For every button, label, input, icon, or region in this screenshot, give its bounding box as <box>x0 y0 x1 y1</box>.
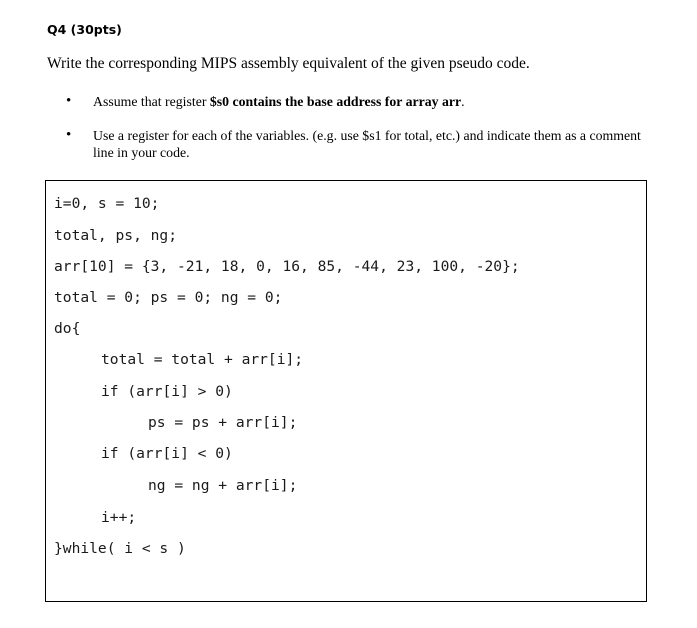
pseudo-code-box <box>45 180 647 602</box>
code-line: }while( i < s ) <box>54 540 186 557</box>
question-prompt: Write the corresponding MIPS assembly equivalent of the given pseudo code. <box>47 55 530 72</box>
code-line: do{ <box>54 320 81 337</box>
code-line: ng = ng + arr[i]; <box>148 477 298 494</box>
instruction-item <box>62 127 662 161</box>
code-line: if (arr[i] > 0) <box>101 383 233 400</box>
instruction-list <box>62 93 662 161</box>
code-line: total = 0; ps = 0; ng = 0; <box>54 289 283 306</box>
instruction-text-plain: Use a register for each of the variables. (e.g. use $s1 for total, etc.) and indicate them as a comment line in your code. <box>93 128 641 160</box>
instruction-text-bold: $s0 contains the base address for array arr <box>209 94 462 109</box>
question-heading: Q4 (30pts) <box>47 22 122 37</box>
instruction-text-plain: . <box>461 94 465 109</box>
code-line: total = total + arr[i]; <box>101 351 304 368</box>
code-line: i=0, s = 10; <box>54 195 160 212</box>
code-line: i++; <box>101 509 137 526</box>
code-line: if (arr[i] < 0) <box>101 445 233 462</box>
instruction-item <box>62 93 662 110</box>
bullet-icon: • <box>66 127 72 143</box>
code-line: ps = ps + arr[i]; <box>148 414 298 431</box>
instruction-text-plain: Assume that register <box>93 94 210 109</box>
bullet-icon: • <box>66 93 72 109</box>
code-line: arr[10] = {3, -21, 18, 0, 16, 85, -44, 23, 100, -20}; <box>54 258 520 275</box>
code-line: total, ps, ng; <box>54 227 178 244</box>
